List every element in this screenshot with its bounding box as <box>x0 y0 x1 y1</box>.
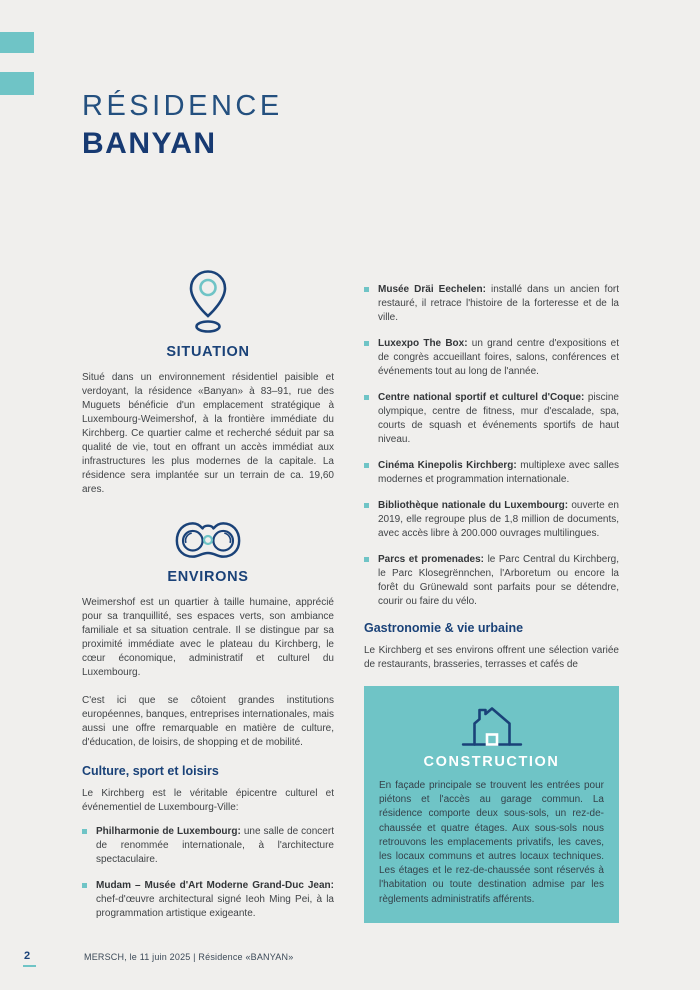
bullet-square-icon <box>364 463 369 468</box>
page-number-underline <box>23 965 36 967</box>
brand-mark-bottom <box>0 72 34 95</box>
list-item-lead: Bibliothèque nationale du Luxembourg: <box>378 500 569 511</box>
binoculars-icon <box>82 519 334 561</box>
environs-paragraph-1: Weimershof est un quartier à taille humaine, apprécié pour sa tranquillité, ses espaces verts, son ambiance familiale et sa situation centrale. Il se distingue par sa proximité immédiate avec le plateau du Kirchberg, le cœur économique, administratif et culturel du Luxembourg. <box>82 597 334 678</box>
list-item-lead: Parcs et promenades: <box>378 554 485 565</box>
list-item-text <box>378 283 619 325</box>
page-title <box>82 92 283 159</box>
bullet-square-icon <box>364 395 369 400</box>
bullet-square-icon <box>364 557 369 562</box>
list-item-body: installé dans un ancien fort restauré, il retrace l'histoire de la forteresse et de la ville. <box>378 284 620 323</box>
list-item-body: un grand centre d'expositions et de congrès accueillant foires, salons, conférences et événements tout au long de l'année. <box>378 338 619 377</box>
list-item-text <box>378 459 619 487</box>
list-item <box>364 459 619 487</box>
construction-paragraph: En façade principale se trouvent les entrées pour piétons et l'accès au garage commun. La résidence comporte deux sous-sols, un rez-de-chaussée et quatre étages. Aux sous-sols nous retrouvons les emplacements privatifs, les caves, les locaux communs et autres locaux techniques. Les étages et le rez-de-chaussée sont réservés à l'habitation ou toute destination admise par les règlements administratifs afférents. <box>379 780 604 905</box>
list-item-body: le Parc Central du Kirchberg, le Parc Klosegrënnchen, l'Arboretum ou encore la forêt du Grünewald sont parfaits pour se détendre, courir ou faire du vélo. <box>378 554 619 607</box>
left-column <box>82 268 334 933</box>
house-icon <box>379 698 604 750</box>
list-item-body: multiplexe avec salles modernes et programmation internationale. <box>378 460 620 485</box>
construction-box <box>364 686 619 923</box>
list-item-text <box>96 825 334 867</box>
bullet-square-icon <box>82 829 87 834</box>
list-item-lead: Cinéma Kinepolis Kirchberg: <box>378 460 517 471</box>
list-item-lead: Philharmonie de Luxembourg: <box>96 826 241 837</box>
list-item <box>364 391 619 447</box>
environs-heading: ENVIRONS <box>167 569 249 585</box>
list-item-text <box>378 391 619 447</box>
list-item <box>364 283 619 325</box>
list-item-text <box>378 499 619 541</box>
environs-paragraph-2: C'est ici que se côtoient grandes institutions européennes, banques, entreprises internationales, mais aussi une offre remarquable en matière de culture, d'éducation, de loisirs, de shopping et de mobilité. <box>82 695 334 748</box>
footer-text: MERSCH, le 11 juin 2025 | Résidence «BANYAN» <box>84 952 294 962</box>
bullet-square-icon <box>82 883 87 888</box>
culture-bullet-list <box>82 825 334 921</box>
page-number: 2 <box>24 950 31 962</box>
map-pin-icon <box>82 268 334 336</box>
situation-paragraph: Situé dans un environnement résidentiel paisible et verdoyant, la résidence «Banyan» à 83–91, rue des Muguets bénéficie d'un emplacement stratégique à Luxembourg-Weimershof, à la frontière immédiate du Kirchberg. Ce quartier calme et recherché séduit par sa qualité de vie, tout en offrant un accès immédiat aux infrastructures les plus modernes de la capitale. La résidence sera implantée sur un terrain de ca. 19,60 ares. <box>82 372 334 495</box>
page-title-line1: RÉSIDENCE <box>82 90 283 122</box>
list-item-text <box>96 879 334 921</box>
content-columns <box>82 268 619 933</box>
bullet-square-icon <box>364 287 369 292</box>
construction-heading: CONSTRUCTION <box>423 754 560 770</box>
brand-mark-top <box>0 32 34 53</box>
culture-intro: Le Kirchberg est le véritable épicentre culturel et événementiel de Luxembourg-Ville: <box>82 788 334 813</box>
amenities-bullet-list <box>364 283 619 609</box>
list-item-body: ouverte en 2019, elle regroupe plus de 1,8 million de documents, avec accès libre à 200.000 ouvrages multilingues. <box>378 500 619 539</box>
list-item-lead: Centre national sportif et culturel d'Coque: <box>378 392 585 403</box>
culture-heading: Culture, sport et loisirs <box>82 764 219 778</box>
right-column <box>364 268 619 933</box>
list-item <box>82 825 334 867</box>
list-item <box>364 499 619 541</box>
list-item-text <box>378 553 619 609</box>
list-item-lead: Musée Dräi Eechelen: <box>378 284 486 295</box>
list-item <box>364 337 619 379</box>
page-title-line2: BANYAN <box>82 127 217 160</box>
list-item-lead: Mudam – Musée d'Art Moderne Grand-Duc Jean: <box>96 880 334 891</box>
list-item-text <box>378 337 619 379</box>
situation-heading: SITUATION <box>166 344 250 360</box>
gastronomie-paragraph: Le Kirchberg et ses environs offrent une sélection variée de restaurants, brasseries, terrasses et cafés de <box>364 645 619 670</box>
list-item-body: chef-d'œuvre architectural signé Ieoh Ming Pei, à la programmation artistique exigeante. <box>96 894 334 919</box>
list-item <box>364 553 619 609</box>
list-item-body: piscine olympique, centre de fitness, mur d'escalade, spa, courts de squash et événements sportifs de haut niveau. <box>378 392 619 445</box>
bullet-square-icon <box>364 503 369 508</box>
list-item-lead: Luxexpo The Box: <box>378 338 468 349</box>
bullet-square-icon <box>364 341 369 346</box>
list-item-body: une salle de concert de renommée internationale, à l'architecture spectaculaire. <box>96 826 334 865</box>
list-item <box>82 879 334 921</box>
gastronomie-heading: Gastronomie & vie urbaine <box>364 621 524 635</box>
